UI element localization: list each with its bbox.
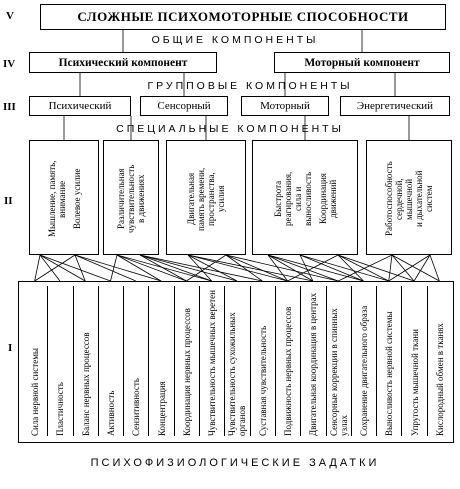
deposit-label: Сензитивность — [131, 378, 142, 436]
special-component-box-1 — [29, 140, 99, 255]
general-component-motor — [274, 52, 450, 73]
caption-special: СПЕЦИАЛЬНЫЕ КОМПОНЕНТЫ — [116, 123, 344, 135]
special-component-box-3 — [166, 140, 246, 255]
deposit-column — [351, 286, 376, 436]
deposit-column — [174, 286, 199, 436]
deposit-label: Сохранение двигательного образа — [358, 305, 369, 436]
special-component-box-4 — [252, 140, 358, 255]
deposit-label: Кислородный обмен в тканях — [434, 323, 445, 436]
group-component-motor — [241, 96, 329, 116]
group-component-sensory — [140, 96, 228, 116]
connector-line — [338, 255, 363, 281]
connector-line — [389, 255, 392, 281]
deposit-column — [326, 286, 351, 436]
deposit-label: Сила нервной системы — [29, 348, 40, 436]
connector-line — [40, 255, 111, 281]
connector-line — [111, 255, 117, 281]
connector-line — [430, 255, 439, 281]
caption-group: ГРУППОВЫЕ КОМПОНЕНТЫ — [147, 80, 353, 92]
caption-bottom: ПСИХОФИЗИОЛОГИЧЕСКИЕ ЗАДАТКИ — [90, 457, 380, 469]
connector-line — [300, 255, 363, 281]
deposit-column — [73, 286, 98, 436]
group-component-mental — [29, 96, 131, 116]
connector-line — [392, 255, 439, 281]
deposit-column — [275, 286, 300, 436]
deposit-column — [376, 286, 401, 436]
deposit-column — [123, 286, 148, 436]
level-label-ii: II — [4, 195, 13, 207]
group-component-energy — [340, 96, 450, 116]
deposit-label: Выносливость нервной системы — [384, 311, 395, 436]
title-text: СЛОЖНЫЕ ПСИХОМОТОРНЫЕ СПОСОБНОСТИ — [77, 9, 409, 24]
deposit-column — [401, 286, 426, 436]
deposit-column — [300, 286, 325, 436]
group-component-label: Сенсорный — [157, 100, 211, 112]
special-component-label: Волевое усилие — [71, 168, 82, 230]
deposit-label: Активность — [106, 390, 117, 436]
deposit-label: Баланс нервных процессов — [80, 332, 91, 436]
special-component-label: Мышление, память, внимание — [46, 160, 67, 238]
level-label-iii: III — [3, 101, 16, 113]
level-label-iv: IV — [3, 58, 16, 70]
deposit-column — [427, 286, 452, 436]
group-component-label: Моторный — [260, 100, 310, 112]
group-component-label: Энергетический — [356, 100, 434, 112]
general-component-label: Психический компонент — [58, 56, 188, 69]
special-component-label: Координация движений — [317, 173, 338, 225]
general-component-mental — [29, 52, 217, 73]
deposit-column — [224, 286, 249, 436]
deposit-column — [22, 286, 47, 436]
deposit-label: Подвижность нервных процессов — [283, 306, 294, 436]
deposit-label: Чувствительность мышечных веретен — [207, 290, 218, 436]
general-component-label: Моторный компонент — [304, 56, 420, 69]
special-component-box-2 — [103, 140, 159, 255]
special-component-label: Двигательная память времени, пространства, усилия — [186, 167, 226, 231]
deposit-label: Двигательная координация в центрах — [308, 292, 319, 436]
connector-line — [40, 255, 85, 281]
level-label-v: V — [6, 10, 14, 22]
deposit-label: Упругость мышечной ткани — [409, 329, 420, 436]
deposit-label: Пластичность — [55, 382, 66, 436]
special-component-label: Различительная чувствительность в движениях — [116, 164, 146, 234]
deposit-column — [199, 286, 224, 436]
deposit-column — [47, 286, 72, 436]
deposit-label: Чувствительность сухожильных органов — [227, 312, 248, 436]
level-label-i: I — [8, 342, 13, 354]
deposit-column — [148, 286, 173, 436]
connector-line — [188, 255, 237, 281]
deposit-column — [250, 286, 275, 436]
deposit-label: Концентрация — [156, 381, 167, 436]
connector-line — [35, 255, 40, 281]
group-component-label: Психический — [48, 100, 112, 112]
deposit-label: Координация нервных процессов — [181, 308, 192, 436]
special-component-label: Быстрота реагирования, сила и выносливость — [272, 171, 313, 227]
connector-line — [117, 255, 212, 281]
connector-line — [35, 255, 75, 281]
special-component-label: Работоспособность сердечной, мышечной и дыхательной систем — [384, 161, 434, 237]
special-component-box-5 — [366, 140, 452, 255]
deposit-label: Суставная чувствительность — [257, 325, 268, 436]
title-box — [40, 4, 446, 30]
deposit-column — [98, 286, 123, 436]
connector-line — [75, 255, 161, 281]
caption-general: ОБЩИЕ КОМПОНЕНТЫ — [151, 34, 319, 46]
deposit-label: Сенсорные коррекции в спинных узлах — [328, 308, 349, 436]
